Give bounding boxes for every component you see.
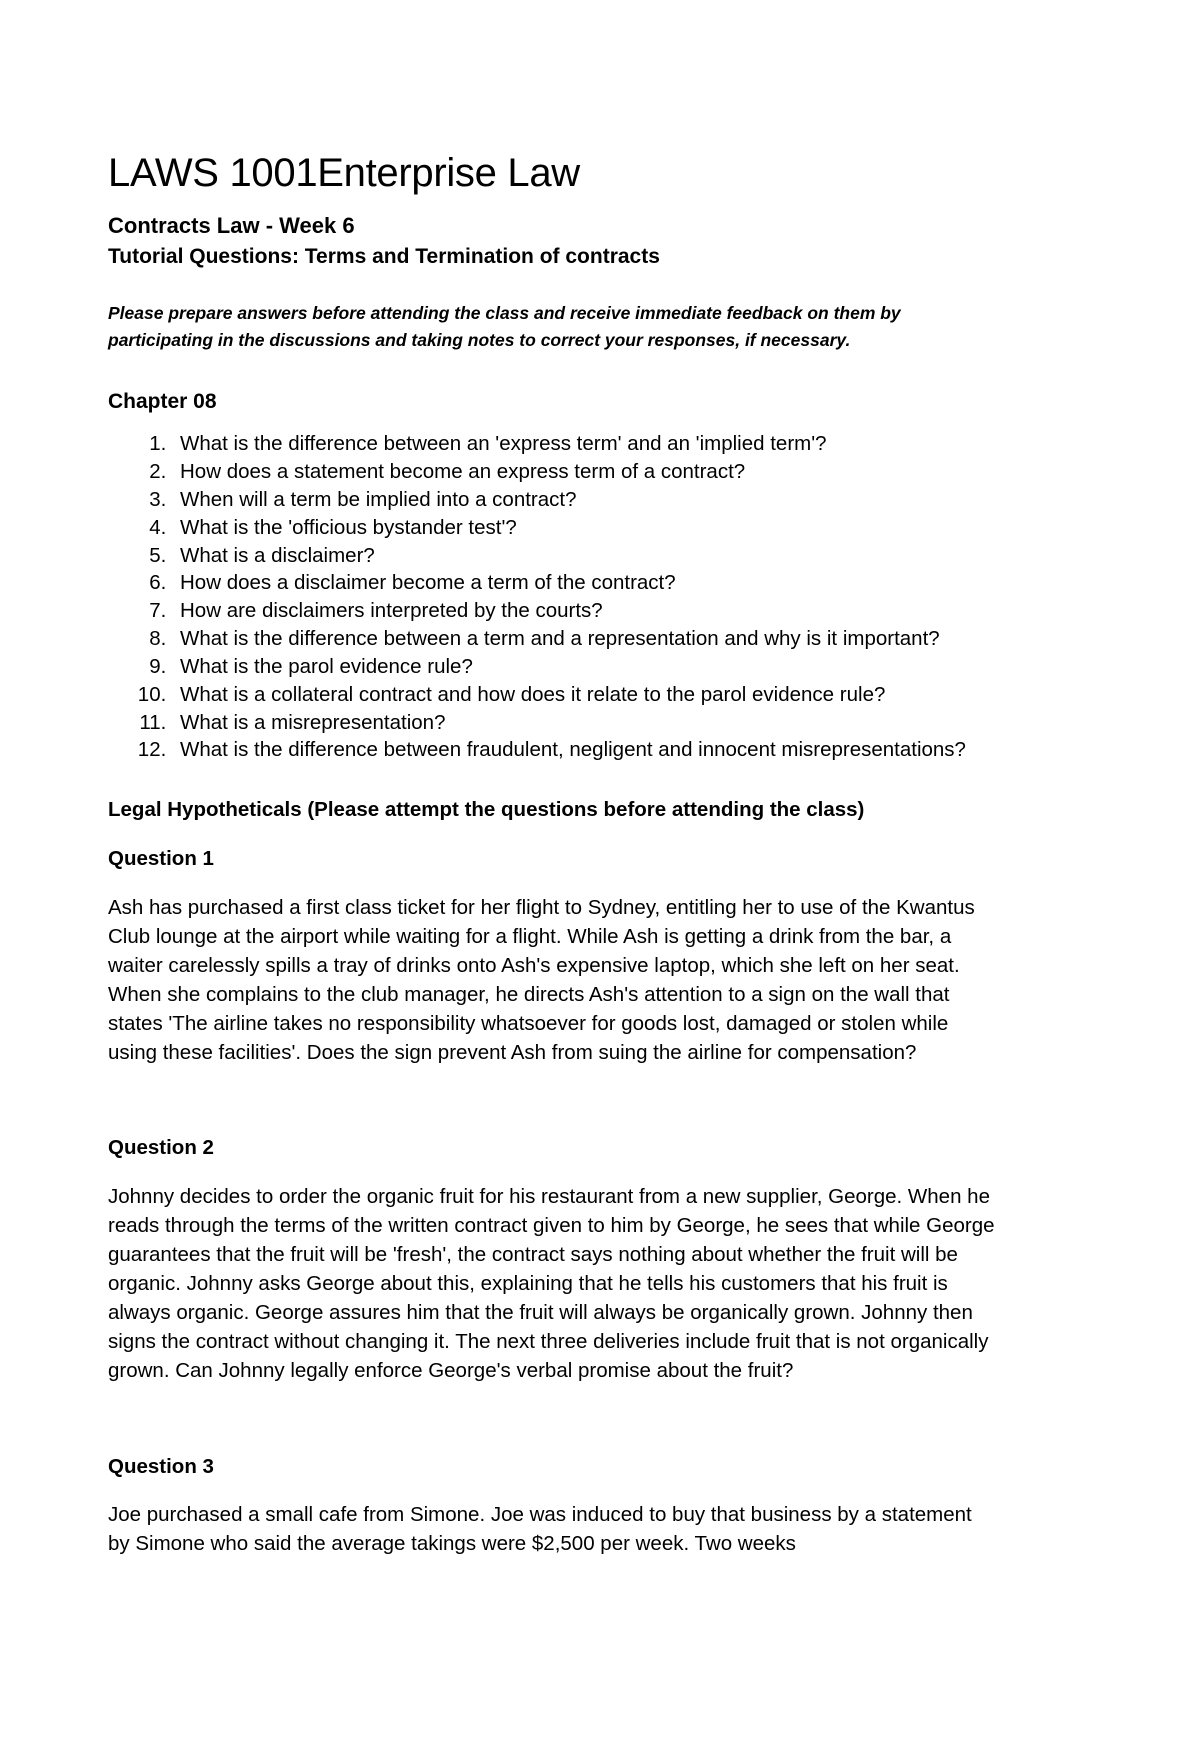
list-item: 10. What is a collateral contract and how does it relate to the parol evidence rule? xyxy=(172,682,1092,708)
list-item: 8. What is the difference between a term and a representation and why is it important? xyxy=(172,626,1092,652)
course-subtitle: Contracts Law - Week 6 xyxy=(108,213,355,238)
tutorial-subtitle: Tutorial Questions: Terms and Termination of contracts xyxy=(108,244,660,268)
question-1-heading: Question 1 xyxy=(108,846,214,870)
chapter-question-list xyxy=(108,431,1092,763)
intro-instruction: Please prepare answers before attending the class and receive immediate feedback on them by participating in the discussions and taking notes to correct your responses, if necessary. xyxy=(108,302,901,350)
question-3-heading: Question 3 xyxy=(108,1454,214,1478)
list-item: 7. How are disclaimers interpreted by the courts? xyxy=(172,598,1092,624)
chapter-heading: Chapter 08 xyxy=(108,390,217,413)
list-item: 2. How does a statement become an express term of a contract? xyxy=(172,459,1092,485)
question-2-body: Johnny decides to order the organic fruit for his restaurant from a new supplier, George. When he reads through the terms of the written contract given to him by George, he sees that while George guarantees that the fruit will be 'fresh', the contract says nothing about whether the fruit will be organic. Johnny asks George about this, explaining that he tells his customers that his fruit is always organic. George assures him that the fruit will always be organically grown. Johnny then signs the contract without changing it. The next three deliveries include fruit that is not organically grown. Can Johnny legally enforce George's verbal promise about the fruit? xyxy=(108,1184,995,1383)
list-item: 5. What is a disclaimer? xyxy=(172,543,1092,569)
list-item: 1. What is the difference between an 'express term' and an 'implied term'? xyxy=(172,431,1092,457)
page-title: LAWS 1001Enterprise Law xyxy=(108,151,580,195)
question-2-heading: Question 2 xyxy=(108,1136,214,1160)
legal-hypotheticals-heading: Legal Hypotheticals (Please attempt the questions before attending the class) xyxy=(108,798,865,822)
list-item: 11. What is a misrepresentation? xyxy=(172,710,1092,736)
question-1-body: Ash has purchased a first class ticket for her flight to Sydney, entitling her to use of the Kwantus Club lounge at the airport while waiting for a flight. While Ash is getting a drink from the bar, a waiter carelessly spills a tray of drinks onto Ash's expensive laptop, which she left on her seat. When she complains to the club manager, he directs Ash's attention to a sign on the wall that states 'The airline takes no responsibility whatsoever for goods lost, damaged or stolen while using these facilities'. Does the sign prevent Ash from suing the airline for compensation? xyxy=(108,895,975,1065)
list-item: 6. How does a disclaimer become a term of the contract? xyxy=(172,570,1092,596)
list-item: 4. What is the 'officious bystander test'? xyxy=(172,515,1092,541)
list-item: 12. What is the difference between fraudulent, negligent and innocent misrepresentations? xyxy=(172,737,1092,763)
list-item: 9. What is the parol evidence rule? xyxy=(172,654,1092,680)
list-item: 3. When will a term be implied into a contract? xyxy=(172,487,1092,513)
question-3-body: Joe purchased a small cafe from Simone. Joe was induced to buy that business by a statement by Simone who said the average takings were $2,500 per week. Two weeks xyxy=(108,1503,972,1556)
